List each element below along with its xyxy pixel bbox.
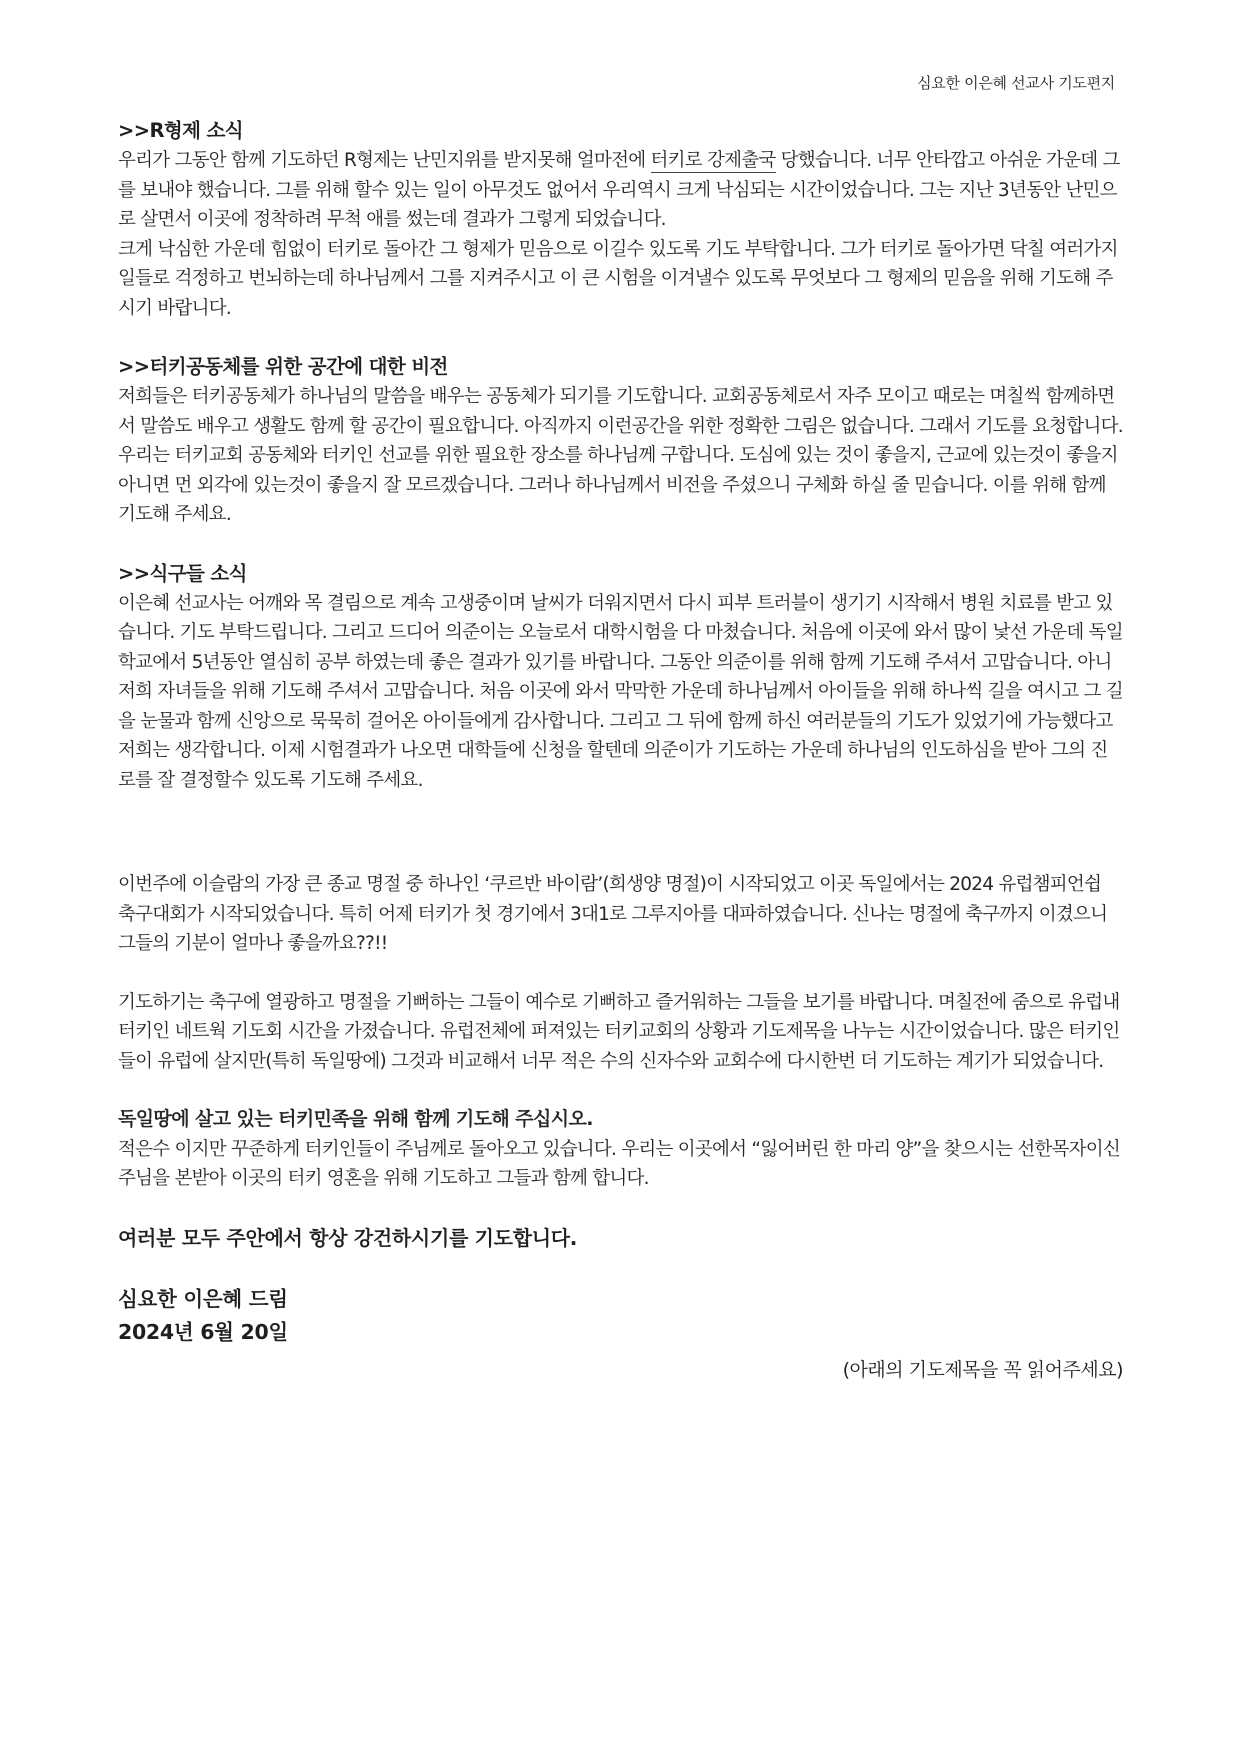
paragraph: 저희들은 터키공동체가 하나님의 말씀을 배우는 공동체가 되기를 기도합니다. 교회공동체로서 자주 모이고 때로는 며칠씩 함께하면서 말씀도 배우고 생활도 함께 할 공간이 필요합니다. 아직까지 이런공간을 위한 정확한 그림은 없습니다. 그래서 기도를 요청합니다.: [118, 386, 1123, 437]
running-header: 심요한 이은혜 선교사 기도편지: [917, 74, 1115, 92]
reading-note: (아래의 기도제목을 꼭 읽어주세요): [842, 1358, 1123, 1381]
section-vision: [118, 352, 1123, 530]
paragraph: 기도하기는 축구에 열광하고 명절을 기뻐하는 그들이 예수로 기뻐하고 즐거워하는 그들을 보기를 바랍니다. 며칠전에 줌으로 유럽내 터키인 네트웍 기도회 시간을 가졌습니다. 유럽전체에 퍼져있는 터키교회의 상황과 기도제목을 나누는 시간이었습니다. 많은 터키인들이 유럽에 살지만(특히 독일땅에) 그것과 비교해서 너무 적은 수의 신자수와 교회수에 다시한번 더 기도하는 계기가 되었습니다.: [118, 991, 1120, 1072]
paragraph: 적은수 이지만 꾸준하게 터키인들이 주님께로 돌아오고 있습니다. 우리는 이곳에서 “잃어버린 한 마리 양”을 찾으시는 선한목자이신 주님을 본받아 이곳의 터키 영혼을 위해 기도하고 그들과 함께 합니다.: [118, 1138, 1121, 1189]
paragraph: 크게 낙심한 가운데 힘없이 터키로 돌아간 그 형제가 믿음으로 이길수 있도록 기도 부탁합니다. 그가 터키로 돌아가면 닥칠 여러가지 일들로 걱정하고 번뇌하는데 하나님께서 그를 지켜주시고 이 큰 시험을 이겨낼수 있도록 무엇보다 그 형제의 믿음을 위해 기도해 주시기 바랍니다.: [118, 238, 1118, 319]
signature: 심요한 이은혜 드림: [118, 1286, 288, 1311]
letter-date: 2024년 6월 20일: [118, 1319, 288, 1344]
paragraph: [118, 146, 1123, 235]
text-run: 우리가 그동안 함께 기도하던 R형제는 난민지위를 받지못해 얼마전에: [118, 150, 651, 171]
closing-blessing: 여러분 모두 주안에서 항상 강건하시기를 기도합니다.: [118, 1225, 578, 1250]
section-news: [118, 870, 1123, 1076]
section-r-brother: [118, 116, 1123, 323]
section-heading: >>R형제 소식: [118, 119, 244, 142]
section-heading: >>식구들 소식: [118, 561, 247, 585]
underlined-text: 터키로 강제출국: [650, 150, 776, 171]
prayer-headline: 독일땅에 살고 있는 터키민족을 위해 함께 기도해 주십시오.: [118, 1108, 593, 1130]
paragraph: 우리는 터키교회 공동체와 터키인 선교를 위한 필요한 장소를 하나님께 구합니다. 도심에 있는 것이 좋을지, 근교에 있는것이 좋을지 아니면 먼 외각에 있는것이 좋을지 잘 모르겠습니다. 그러나 하나님께서 비전을 주셨으니 구체화 하실 줄 믿습니다. 이를 위해 함께 기도해 주세요.: [118, 445, 1118, 525]
paragraph: 이번주에 이슬람의 가장 큰 종교 명절 중 하나인 ‘쿠르반 바이람’(희생양 명절)이 시작되었고 이곳 독일에서는 2024 유럽챔피언쉽 축구대회가 시작되었습니다. 특히 어제 터키가 첫 경기에서 3대1로 그루지아를 대파하였습니다. 신나는 명절에 축구까지 이겼으니 그들의 기분이 얼마나 좋을까요??!!: [118, 874, 1108, 954]
paragraph: 이은혜 선교사는 어깨와 목 결림으로 계속 고생중이며 날씨가 더워지면서 다시 피부 트러블이 생기기 시작해서 병원 치료를 받고 있습니다. 기도 부탁드립니다. 그리고 드디어 의준이는 오늘로서 대학시험을 다 마쳤습니다. 처음에 이곳에 와서 많이 낯선 가운데 독일 학교에서 5년동안 열심히 공부 하였는데 좋은 결과가 있기를 바랍니다. 그동안 의준이를 위해 함께 기도해 주셔서 고맙습니다. 아니 저희 자녀들을 위해 기도해 주셔서 고맙습니다. 처음 이곳에 와서 막막한 가운데 하나님께서 아이들을 위해 하나씩 길을 여시고 그 길을 눈물과 함께 신앙으로 묵묵히 걸어온 아이들에게 감사합니다. 그리고 그 뒤에 함께 하신 여러분들의 기도가 있었기에 가능했다고 저희는 생각합니다. 이제 시험결과가 나오면 대학들에 신청을 할텐데 의준이가 기도하는 가운데 하나님의 인도하심을 받아 그의 진로를 잘 결정할수 있도록 기도해 주세요.: [118, 592, 1123, 791]
section-prayer-request: [118, 1105, 1123, 1194]
text-run: 당했습니다. 너무 안타깝고 아쉬운 가운데 그를 보내야 했습니다. 그를 위해 할수 있는 일이 아무것도 없어서 우리역시 크게 낙심되는 시간이었습니다. 그는 지난 3년동안 난민으로 살면서 이곳에 정착하려 무척 애를 썼는데 결과가 그렇게 되었습니다.: [118, 150, 1120, 230]
letter-body: [118, 116, 1123, 1382]
section-heading: >>터키공동체를 위한 공간에 대한 비전: [118, 355, 448, 378]
signature-block: [118, 1283, 1123, 1349]
section-family: [118, 559, 1123, 796]
